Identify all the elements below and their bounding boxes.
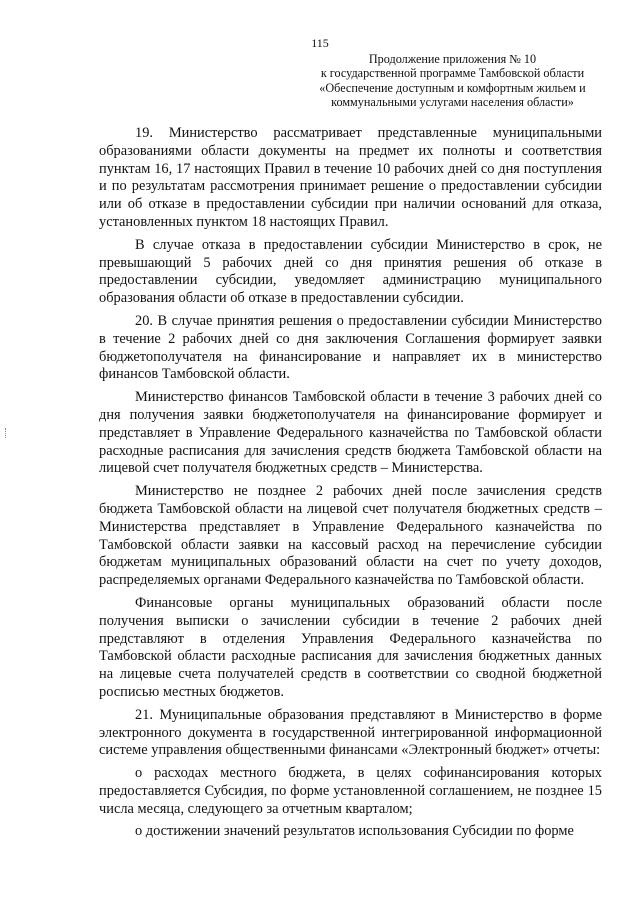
paragraph-results-report: о достижении значений результатов использования Субсидии по форме [135, 823, 574, 840]
paragraph-municipal-finance: Финансовые органы муниципальных образований области после получения выписки о зачислении субсидии в течение 2 рабочих дней представляют в отделения Управления Федерального казначейства по Тамбовской области расходные расписания для зачисления бюджетных данных на лицевые счета получателей средств в соответствии со сводной бюджетной росписью местных бюджетов. [99, 594, 602, 700]
paragraph-19: 19. Министерство рассматривает представленные муниципальными образованиями области документы на предмет их полноты и соответствия пунктам 16, 17 настоящих Правил в течение 10 рабочих дней со дня поступления и по результатам рассмотрения принимает решение о предоставлении субсидии или об отказе в предоставлении субсидии при наличии оснований для отказа, установленных пунктом 18 настоящих Правил. [99, 125, 602, 230]
header-line-1: Продолжение приложения № 10 [368, 52, 537, 66]
paragraph-21: 21. Муниципальные образования представляют в Министерство в форме электронного документа в государственной интегрированной информационной системе управления общественными финансами «Электронный бюджет» отчеты: [99, 706, 602, 759]
page-number: 115 [311, 36, 329, 50]
paragraph-finance-ministry: Министерство финансов Тамбовской области в течение 3 рабочих дней со дня получения заявки бюджетополучателя на финансирование формирует и представляет в Управление Федерального казначейства по Тамбовской области расходные расписания для зачисления средств бюджета Тамбовской области на лицевой счет получателя бюджетных средств – Министерства. [99, 389, 602, 477]
header-line-2: к государственной программе Тамбовской области [320, 66, 585, 81]
paragraph-20: 20. В случае принятия решения о предоставлении субсидии Министерство в течение 2 рабочих дней со дня заключения Соглашения формирует заявки бюджетополучателя на финансирование и направляет их в министерство финансов Тамбовской области. [99, 312, 602, 383]
paragraph-expense-report: о расходах местного бюджета, в целях софинансирования которых предоставляется Субсидия, по форме установленной соглашением, не позднее 15 числа месяца, следующего за отчетным кварталом; [99, 765, 602, 817]
appendix-header [300, 52, 605, 109]
header-line-4: коммунальными услугами населения области» [331, 94, 574, 109]
document-body [99, 125, 602, 841]
paragraph-ministry-transfer: Министерство не позднее 2 рабочих дней после зачисления средств бюджета Тамбовской области на лицевой счет получателя бюджетных средств – Министерства представляет в Управление Федерального казначейства по Тамбовской области заявки на кассовый расход на перечисление субсидии бюджетам муниципальных образований области на счет по учету доходов, распределяемых органами Федерального казначейства по Тамбовской области. [99, 483, 602, 589]
header-line-3: «Обеспечение доступным и комфортным жильем и [319, 80, 586, 95]
paragraph-refusal: В случае отказа в предоставлении субсидии Министерство в срок, не превышающий 5 рабочих дней со дня принятия решения об отказе в предоставлении субсидии, уведомляет администрацию муниципального образования области об отказе в предоставлении субсидии. [99, 236, 602, 307]
margin-mark [5, 428, 8, 438]
